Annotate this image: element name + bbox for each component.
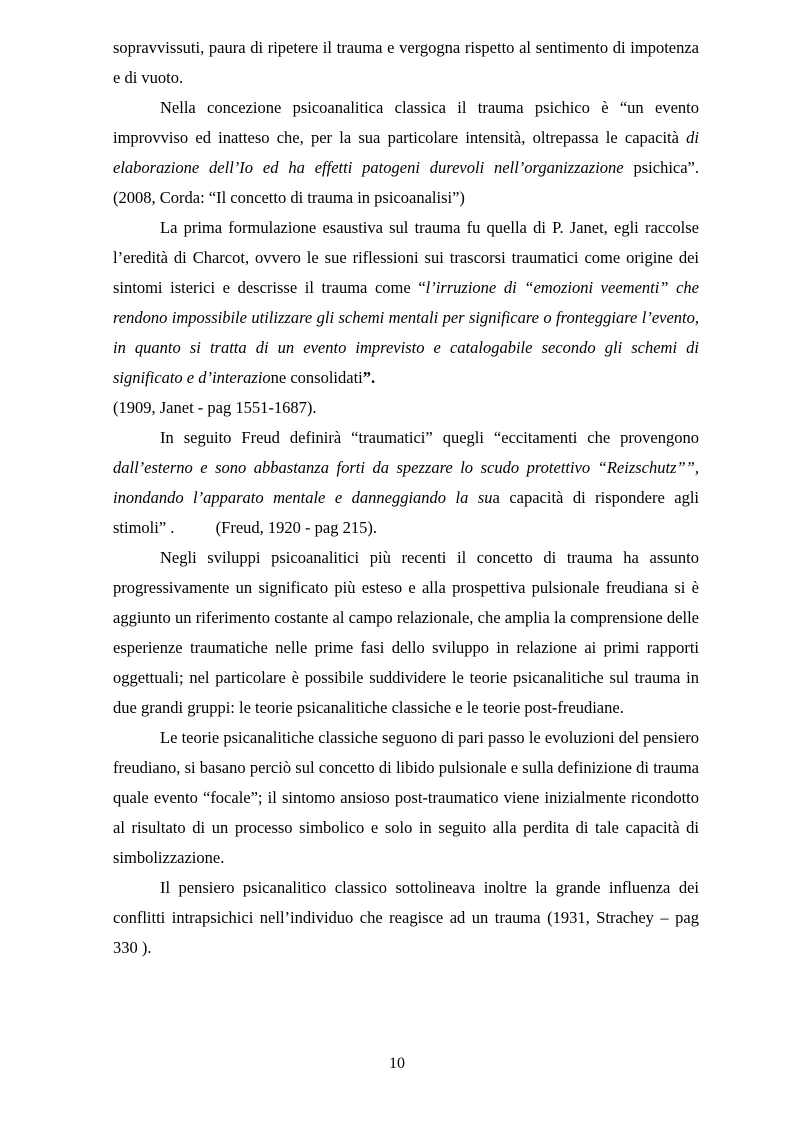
- paragraph-intrapsychic-conflicts: [113, 873, 699, 963]
- citation-text: (1909, Janet - pag 1551-1687).: [113, 398, 317, 417]
- paragraph-text: Le teorie psicanalitiche classiche seguono di pari passo le evoluzioni del pensiero freudiano, si basano perciò sul concetto di libido pulsionale e sulla definizione di trauma quale evento “focale”; il sintomo ansioso post-traumatico viene inizialmente ricondotto al risultato di un processo simbolico e solo in seguito alla perdita di tale capacità di simbolizzazione.: [113, 728, 699, 867]
- italic-quote: l’irruzione di “emozioni veementi” che rendono impossibile utilizzare gli schemi mentali per significare o fronteggiare l’evento, in quanto si tratta di un evento imprevisto e catalogabile secondo gli schemi di significato e d’interazio: [113, 278, 699, 387]
- paragraph-janet: [113, 213, 699, 393]
- paragraph-psychoanalytic-definition: [113, 93, 699, 213]
- paragraph-janet-citation: [113, 393, 699, 423]
- paragraph-recent-developments: [113, 543, 699, 723]
- italic-quote: dall’esterno e sono abbastanza forti da spezzare lo scudo protettivo “Reizschutz””, inondando l’apparato mentale e danneggiando la su: [113, 458, 699, 507]
- citation-text: psichica”. (2008, Corda: “Il concetto di trauma in psicoanalisi”): [113, 158, 699, 207]
- paragraph-text: ne consolidati: [270, 368, 363, 387]
- paragraph-text: Il pensiero psicanalitico classico sottolineava inoltre la grande influenza dei conflitti intrapsichici nell’individuo che reagisce ad un trauma (1931, Strachey – pag 330 ).: [113, 878, 699, 957]
- paragraph-text: In seguito Freud definirà “traumatici” quegli “eccitamenti che provengono: [160, 428, 699, 447]
- paragraph-continuation: [113, 33, 699, 93]
- paragraph-text: La prima formulazione esaustiva sul trauma fu quella di P. Janet, egli raccolse l’eredità di Charcot, ovvero le sue riflessioni sui trascorsi traumatici come origine dei sintomi isterici e descrisse il trauma come “: [113, 218, 699, 297]
- paragraph-classic-theories: [113, 723, 699, 873]
- page-number: 10: [389, 1055, 405, 1072]
- closing-quote: ”.: [362, 368, 376, 387]
- italic-quote: di elaborazione dell’Io ed ha effetti patogeni durevoli nell’organizzazione: [113, 128, 699, 177]
- paragraph-text: a capacità di rispondere agli stimoli” . (Freud, 1920 - pag 215).: [113, 488, 704, 537]
- paragraph-text: Nella concezione psicoanalitica classica il trauma psichico è “un evento improvviso ed inatteso che, per la sua particolare intensità, oltrepassa le capacità: [113, 98, 699, 147]
- paragraph-text: Negli sviluppi psicoanalitici più recenti il concetto di trauma ha assunto progressivamente un significato più esteso e alla prospettiva pulsionale freudiana si è aggiunto un riferimento costante al campo relazionale, che amplia la comprensione delle esperienze traumatiche nelle prime fasi dello sviluppo in relazione ai primi rapporti oggettuali; nel particolare è possibile suddividere le teorie psicanalitiche sul trauma in due grandi gruppi: le teorie psicanalitiche classiche e le teorie post-freudiane.: [113, 548, 699, 717]
- paragraph-text: sopravvissuti, paura di ripetere il trauma e vergogna rispetto al sentimento di impotenza e di vuoto.: [113, 38, 699, 87]
- body-text: [113, 33, 704, 963]
- paragraph-freud: [113, 423, 704, 543]
